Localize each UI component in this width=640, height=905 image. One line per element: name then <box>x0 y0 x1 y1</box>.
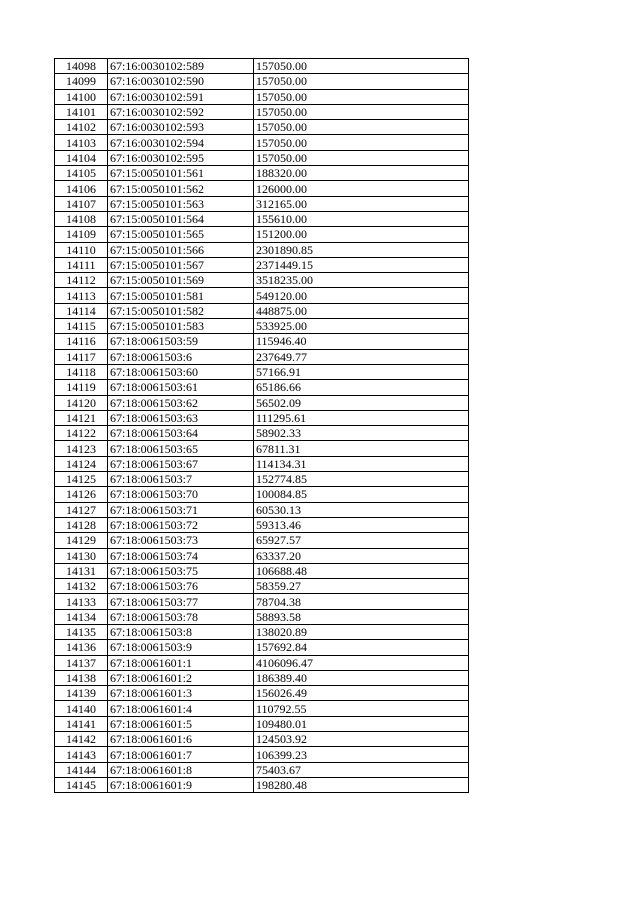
cadastral-value-cell: 152774.85 <box>254 472 469 487</box>
table-body <box>55 59 469 793</box>
cadastral-number-cell: 67:18:0061601:5 <box>108 716 254 731</box>
row-number-cell: 14117 <box>55 349 108 364</box>
cadastral-value-cell: 78704.38 <box>254 594 469 609</box>
cadastral-number-cell: 67:18:0061503:76 <box>108 579 254 594</box>
cadastral-value-cell: 155610.00 <box>254 211 469 226</box>
cadastral-value-cell: 60530.13 <box>254 502 469 517</box>
cadastral-number-cell: 67:18:0061503:71 <box>108 502 254 517</box>
cadastral-value-cell: 157050.00 <box>254 120 469 135</box>
cadastral-value-cell: 58359.27 <box>254 579 469 594</box>
table-row <box>55 273 469 288</box>
cadastral-value-cell: 56502.09 <box>254 395 469 410</box>
row-number-cell: 14125 <box>55 472 108 487</box>
table-row <box>55 624 469 639</box>
row-number-cell: 14144 <box>55 762 108 777</box>
row-number-cell: 14141 <box>55 716 108 731</box>
cadastral-value-cell: 157050.00 <box>254 89 469 104</box>
table-row <box>55 410 469 425</box>
table-row <box>55 456 469 471</box>
table-row <box>55 640 469 655</box>
cadastral-number-cell: 67:18:0061503:75 <box>108 563 254 578</box>
row-number-cell: 14135 <box>55 624 108 639</box>
cadastral-value-cell: 100084.85 <box>254 487 469 502</box>
row-number-cell: 14118 <box>55 364 108 379</box>
table-row <box>55 747 469 762</box>
cadastral-number-cell: 67:18:0061503:67 <box>108 456 254 471</box>
table-row <box>55 487 469 502</box>
cadastral-number-cell: 67:18:0061601:7 <box>108 747 254 762</box>
cadastral-number-cell: 67:16:0030102:589 <box>108 59 254 74</box>
table-row <box>55 319 469 334</box>
cadastral-number-cell: 67:15:0050101:564 <box>108 211 254 226</box>
cadastral-number-cell: 67:18:0061601:1 <box>108 655 254 670</box>
table-row <box>55 732 469 747</box>
cadastral-number-cell: 67:18:0061601:8 <box>108 762 254 777</box>
cadastral-number-cell: 67:18:0061503:63 <box>108 410 254 425</box>
cadastral-value-cell: 157050.00 <box>254 59 469 74</box>
table-row <box>55 150 469 165</box>
row-number-cell: 14111 <box>55 257 108 272</box>
cadastral-value-cell: 157050.00 <box>254 150 469 165</box>
cadastral-value-cell: 138020.89 <box>254 624 469 639</box>
cadastral-value-cell: 111295.61 <box>254 410 469 425</box>
cadastral-value-cell: 157050.00 <box>254 104 469 119</box>
table-row <box>55 670 469 685</box>
row-number-cell: 14099 <box>55 74 108 89</box>
cadastral-number-cell: 67:18:0061503:74 <box>108 548 254 563</box>
row-number-cell: 14109 <box>55 227 108 242</box>
cadastral-value-cell: 151200.00 <box>254 227 469 242</box>
row-number-cell: 14100 <box>55 89 108 104</box>
cadastral-value-cell: 188320.00 <box>254 166 469 181</box>
table-row <box>55 196 469 211</box>
table-row <box>55 181 469 196</box>
table-row <box>55 594 469 609</box>
row-number-cell: 14134 <box>55 609 108 624</box>
row-number-cell: 14102 <box>55 120 108 135</box>
table-row <box>55 303 469 318</box>
table-row <box>55 563 469 578</box>
cadastral-value-cell: 67811.31 <box>254 441 469 456</box>
cadastral-number-cell: 67:18:0061601:4 <box>108 701 254 716</box>
table-row <box>55 227 469 242</box>
table-row <box>55 701 469 716</box>
cadastral-number-cell: 67:16:0030102:591 <box>108 89 254 104</box>
row-number-cell: 14098 <box>55 59 108 74</box>
cadastral-number-cell: 67:16:0030102:592 <box>108 104 254 119</box>
table-row <box>55 426 469 441</box>
row-number-cell: 14136 <box>55 640 108 655</box>
cadastral-value-cell: 110792.55 <box>254 701 469 716</box>
table-row <box>55 502 469 517</box>
table-row <box>55 609 469 624</box>
row-number-cell: 14120 <box>55 395 108 410</box>
cadastral-number-cell: 67:18:0061503:7 <box>108 472 254 487</box>
cadastral-number-cell: 67:18:0061503:73 <box>108 533 254 548</box>
cadastral-value-cell: 115946.40 <box>254 334 469 349</box>
row-number-cell: 14132 <box>55 579 108 594</box>
cadastral-number-cell: 67:16:0030102:594 <box>108 135 254 150</box>
cadastral-value-cell: 198280.48 <box>254 777 469 792</box>
row-number-cell: 14124 <box>55 456 108 471</box>
cadastral-number-cell: 67:16:0030102:595 <box>108 150 254 165</box>
row-number-cell: 14128 <box>55 517 108 532</box>
row-number-cell: 14105 <box>55 166 108 181</box>
table-row <box>55 242 469 257</box>
row-number-cell: 14137 <box>55 655 108 670</box>
cadastral-value-cell: 124503.92 <box>254 732 469 747</box>
row-number-cell: 14126 <box>55 487 108 502</box>
row-number-cell: 14130 <box>55 548 108 563</box>
cadastral-number-cell: 67:18:0061601:9 <box>108 777 254 792</box>
row-number-cell: 14131 <box>55 563 108 578</box>
cadastral-number-cell: 67:15:0050101:569 <box>108 273 254 288</box>
table-row <box>55 716 469 731</box>
table-row <box>55 548 469 563</box>
cadastral-number-cell: 67:15:0050101:561 <box>108 166 254 181</box>
table-row <box>55 135 469 150</box>
cadastral-value-cell: 2371449.15 <box>254 257 469 272</box>
table-row <box>55 334 469 349</box>
cadastral-value-cell: 75403.67 <box>254 762 469 777</box>
table-row <box>55 655 469 670</box>
cadastral-number-cell: 67:18:0061503:72 <box>108 517 254 532</box>
cadastral-number-cell: 67:18:0061503:62 <box>108 395 254 410</box>
cadastral-value-cell: 157692.84 <box>254 640 469 655</box>
cadastral-number-cell: 67:15:0050101:581 <box>108 288 254 303</box>
cadastral-number-cell: 67:15:0050101:566 <box>108 242 254 257</box>
cadastral-number-cell: 67:18:0061601:3 <box>108 686 254 701</box>
table-row <box>55 762 469 777</box>
cadastral-value-cell: 114134.31 <box>254 456 469 471</box>
cadastral-value-table <box>54 58 469 793</box>
cadastral-value-cell: 106399.23 <box>254 747 469 762</box>
cadastral-number-cell: 67:18:0061503:77 <box>108 594 254 609</box>
row-number-cell: 14143 <box>55 747 108 762</box>
cadastral-value-cell: 156026.49 <box>254 686 469 701</box>
row-number-cell: 14101 <box>55 104 108 119</box>
cadastral-value-cell: 63337.20 <box>254 548 469 563</box>
row-number-cell: 14122 <box>55 426 108 441</box>
table-row <box>55 777 469 792</box>
cadastral-number-cell: 67:16:0030102:590 <box>108 74 254 89</box>
table-row <box>55 104 469 119</box>
row-number-cell: 14112 <box>55 273 108 288</box>
cadastral-value-cell: 237649.77 <box>254 349 469 364</box>
row-number-cell: 14123 <box>55 441 108 456</box>
cadastral-value-cell: 448875.00 <box>254 303 469 318</box>
cadastral-number-cell: 67:15:0050101:583 <box>108 319 254 334</box>
row-number-cell: 14145 <box>55 777 108 792</box>
table-row <box>55 59 469 74</box>
table-row <box>55 533 469 548</box>
table-row <box>55 579 469 594</box>
row-number-cell: 14106 <box>55 181 108 196</box>
cadastral-value-cell: 549120.00 <box>254 288 469 303</box>
cadastral-number-cell: 67:15:0050101:562 <box>108 181 254 196</box>
cadastral-number-cell: 67:18:0061503:78 <box>108 609 254 624</box>
cadastral-number-cell: 67:18:0061601:2 <box>108 670 254 685</box>
row-number-cell: 14103 <box>55 135 108 150</box>
table-row <box>55 288 469 303</box>
row-number-cell: 14113 <box>55 288 108 303</box>
cadastral-value-cell: 186389.40 <box>254 670 469 685</box>
cadastral-number-cell: 67:15:0050101:567 <box>108 257 254 272</box>
cadastral-number-cell: 67:16:0030102:593 <box>108 120 254 135</box>
table-row <box>55 211 469 226</box>
cadastral-number-cell: 67:18:0061503:64 <box>108 426 254 441</box>
cadastral-number-cell: 67:15:0050101:565 <box>108 227 254 242</box>
table-row <box>55 166 469 181</box>
row-number-cell: 14127 <box>55 502 108 517</box>
cadastral-number-cell: 67:18:0061503:70 <box>108 487 254 502</box>
table-row <box>55 74 469 89</box>
cadastral-value-cell: 58893.58 <box>254 609 469 624</box>
table-row <box>55 517 469 532</box>
row-number-cell: 14107 <box>55 196 108 211</box>
row-number-cell: 14139 <box>55 686 108 701</box>
row-number-cell: 14129 <box>55 533 108 548</box>
cadastral-value-cell: 65927.57 <box>254 533 469 548</box>
table-row <box>55 349 469 364</box>
table-row <box>55 472 469 487</box>
row-number-cell: 14133 <box>55 594 108 609</box>
cadastral-number-cell: 67:18:0061503:65 <box>108 441 254 456</box>
cadastral-value-cell: 59313.46 <box>254 517 469 532</box>
row-number-cell: 14115 <box>55 319 108 334</box>
cadastral-number-cell: 67:18:0061601:6 <box>108 732 254 747</box>
cadastral-number-cell: 67:18:0061503:59 <box>108 334 254 349</box>
table-row <box>55 380 469 395</box>
table-row <box>55 364 469 379</box>
row-number-cell: 14121 <box>55 410 108 425</box>
row-number-cell: 14138 <box>55 670 108 685</box>
table-row <box>55 441 469 456</box>
cadastral-number-cell: 67:18:0061503:6 <box>108 349 254 364</box>
cadastral-number-cell: 67:18:0061503:60 <box>108 364 254 379</box>
cadastral-value-cell: 57166.91 <box>254 364 469 379</box>
cadastral-value-cell: 126000.00 <box>254 181 469 196</box>
row-number-cell: 14108 <box>55 211 108 226</box>
cadastral-value-cell: 533925.00 <box>254 319 469 334</box>
cadastral-value-cell: 58902.33 <box>254 426 469 441</box>
row-number-cell: 14116 <box>55 334 108 349</box>
cadastral-value-cell: 312165.00 <box>254 196 469 211</box>
row-number-cell: 14140 <box>55 701 108 716</box>
cadastral-number-cell: 67:18:0061503:8 <box>108 624 254 639</box>
cadastral-value-cell: 2301890.85 <box>254 242 469 257</box>
cadastral-value-cell: 3518235.00 <box>254 273 469 288</box>
cadastral-value-cell: 4106096.47 <box>254 655 469 670</box>
table-row <box>55 395 469 410</box>
row-number-cell: 14110 <box>55 242 108 257</box>
cadastral-value-cell: 157050.00 <box>254 135 469 150</box>
table-row <box>55 120 469 135</box>
row-number-cell: 14119 <box>55 380 108 395</box>
cadastral-value-cell: 109480.01 <box>254 716 469 731</box>
cadastral-number-cell: 67:15:0050101:563 <box>108 196 254 211</box>
table-row <box>55 89 469 104</box>
cadastral-number-cell: 67:15:0050101:582 <box>108 303 254 318</box>
row-number-cell: 14114 <box>55 303 108 318</box>
row-number-cell: 14104 <box>55 150 108 165</box>
cadastral-number-cell: 67:18:0061503:9 <box>108 640 254 655</box>
cadastral-number-cell: 67:18:0061503:61 <box>108 380 254 395</box>
cadastral-value-cell: 65186.66 <box>254 380 469 395</box>
cadastral-value-cell: 157050.00 <box>254 74 469 89</box>
cadastral-value-cell: 106688.48 <box>254 563 469 578</box>
table-row <box>55 686 469 701</box>
table-row <box>55 257 469 272</box>
row-number-cell: 14142 <box>55 732 108 747</box>
